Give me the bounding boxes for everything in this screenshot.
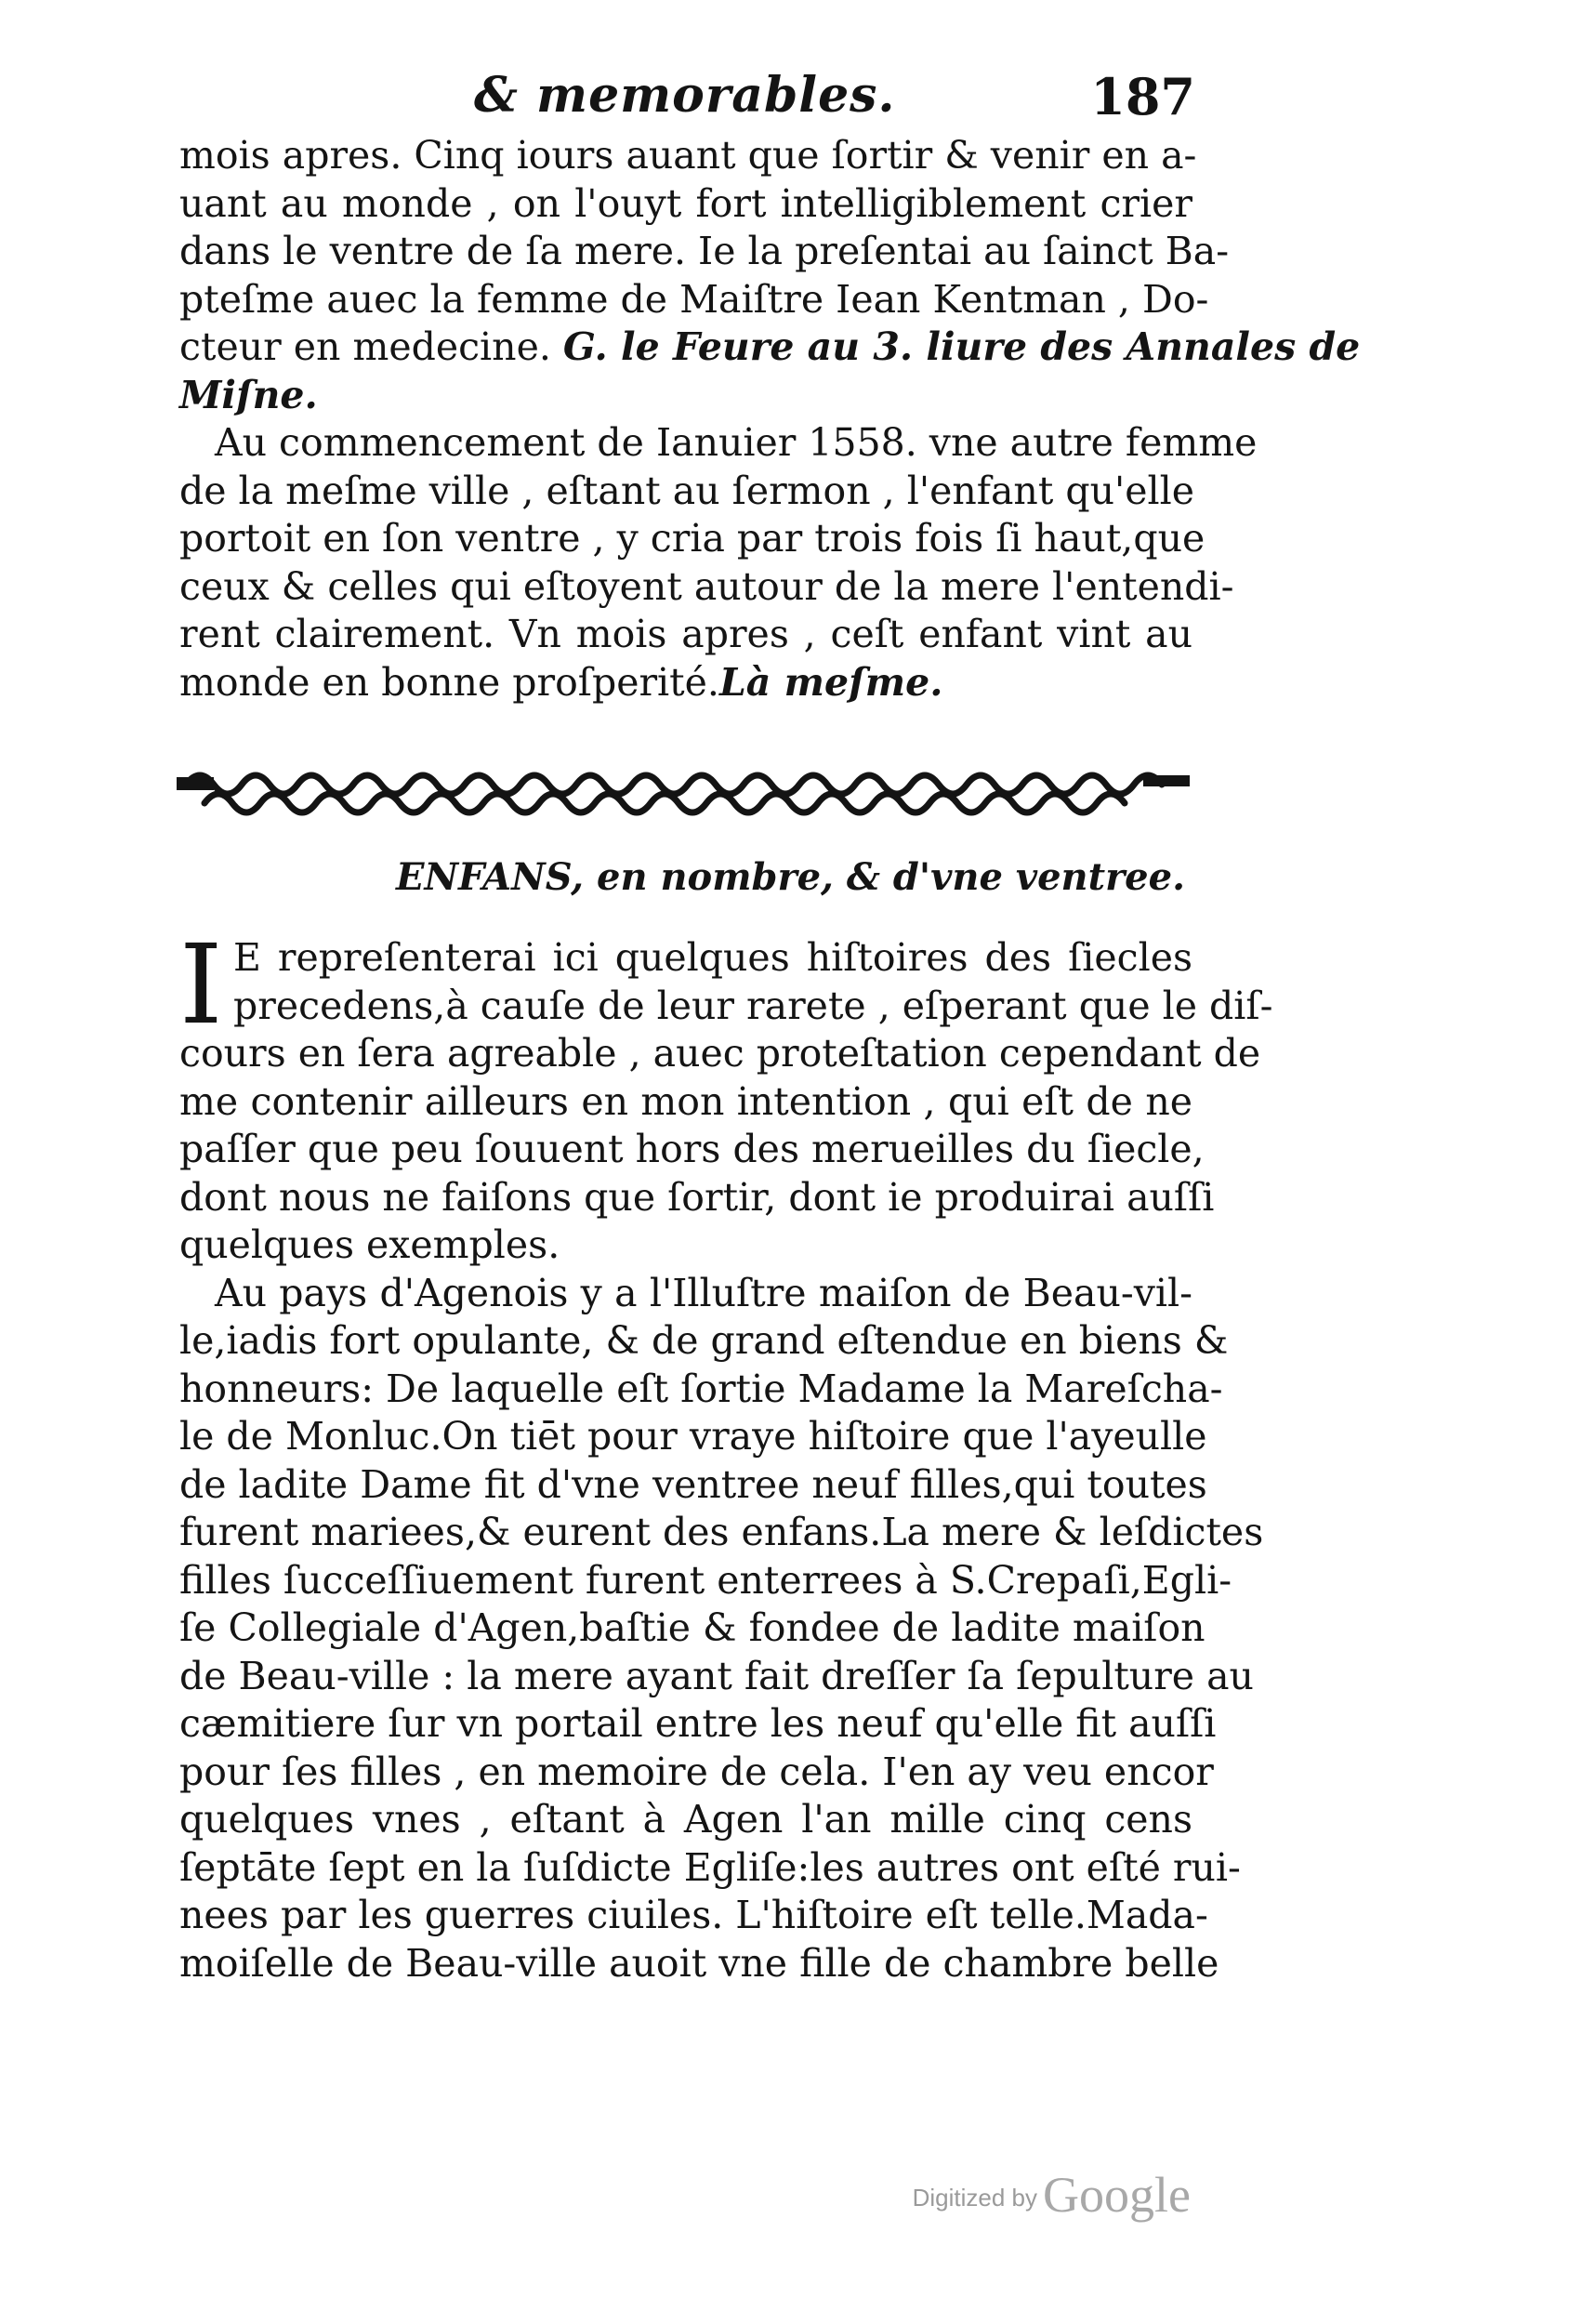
text-line: le,iadis fort opulante, & de grand eſtendue en biens & [179,1318,1229,1363]
digitized-label: Digitized by [912,2184,1038,2212]
text-line: precedens,à cauſe de leur rarete , eſperant que le diſ- [233,983,1273,1028]
text-line: Au commencement de Ianuier 1558. vne autre femme [215,420,1258,465]
citation-italic: G. le Feure au 3. liure des Annales de [562,324,1361,369]
text-segment: monde en bonne proſperité. [179,659,719,705]
running-head: & memorables. [474,67,896,124]
google-logo: Google [1043,2167,1191,2223]
page-number: 187 [1090,67,1195,126]
text-line: nees par les guerres ciuiles. L'hiſtoire eſt telle.Mada- [179,1893,1208,1937]
text-line: cours en ſera agreable , auec proteſtation cependant de [179,1031,1261,1076]
text-line: me contenir ailleurs en mon intention , qui eſt de ne [179,1078,1192,1124]
text-line: quelques exemples. [179,1222,560,1267]
text-line-mixed [179,324,1361,372]
citation-italic: Miſne. [179,372,318,417]
citation-italic: Là meſme. [718,659,943,705]
text-line: ſe Collegiale d'Agen,baſtie & fondee de ladite maiſon [179,1605,1206,1650]
text-line: de la meſme ville , eſtant au ſermon , l'enfant qu'elle [179,468,1195,513]
text-line: paſſer que peu ſouuent hors des merueilles du ſiecle, [179,1127,1205,1171]
page-header [177,67,1199,126]
decorative-border-ornament [177,757,1190,822]
body-text-block [179,920,1273,1987]
text-line: portoit en ſon ventre , y cria par trois fois ſi haut,que [179,516,1206,561]
text-line: Au pays d'Agenois y a l'Illuſtre maiſon de Beau-vil- [215,1270,1192,1315]
text-line: rent clairement. Vn mois apres , ceſt enfant vint au [179,612,1192,656]
text-segment: cteur en medecine. [179,324,551,369]
text-line: furent mariees,& eurent des enfans.La mere & leſdictes [179,1510,1264,1554]
text-line: mois apres. Cinq iours auant que ſortir & venir en a- [179,133,1197,178]
text-line: de ladite Dame fit d'vne ventree neuf filles,qui toutes [179,1461,1207,1507]
text-line: uant au monde , on l'ouyt fort intelligiblement crier [179,180,1192,226]
text-line: pour ſes filles , en memoire de cela. I'en ay veu encor [179,1749,1214,1794]
text-line: moiſelle de Beau-ville auoit vne fille de chambre belle [179,1940,1219,1986]
text-line: honneurs: De laquelle eſt ſortie Madame la Mareſcha- [179,1366,1223,1411]
dropcap-paragraph [179,920,1273,1049]
text-line [179,372,1192,420]
top-text-block [179,132,1361,706]
text-line: filles ſucceſſiuement furent enterrees à S.Crepaſi,Egli- [179,1557,1232,1603]
text-line: de Beau-ville : la mere ayant fait dreſſer ſa ſepulture au [179,1653,1254,1698]
drop-capital: I [179,920,223,1049]
text-line: dans le ventre de ſa mere. Ie la preſentai au ſainct Ba- [179,229,1230,273]
text-line: ceux & celles qui eſtoyent autour de la mere l'entendi- [179,563,1234,609]
text-line-mixed [179,659,1192,707]
text-line: ſeptāte ſept en la ſuſdicte Egliſe:les autres ont eſté rui- [179,1844,1241,1890]
text-line: E repreſenterai ici quelques hiſtoires des ſiecles [233,935,1192,980]
text-line: cæmitiere ſur vn portail entre les neuf qu'elle fit auſſi [179,1701,1217,1746]
text-line: quelques vnes , eſtant à Agen l'an mille cinq cens [179,1797,1192,1842]
digitization-watermark [913,2166,1191,2224]
text-line: pteſme auec la femme de Maiſtre Iean Kentman , Do- [179,276,1209,322]
section-title: ENFANS, en nombre, & d'vne ventree. [395,855,1185,899]
text-line: dont nous ne faiſons que ſortir, dont ie produirai auſſi [179,1174,1215,1220]
text-line: le de Monluc.On tiēt pour vraye hiſtoire que l'ayeulle [179,1414,1207,1459]
